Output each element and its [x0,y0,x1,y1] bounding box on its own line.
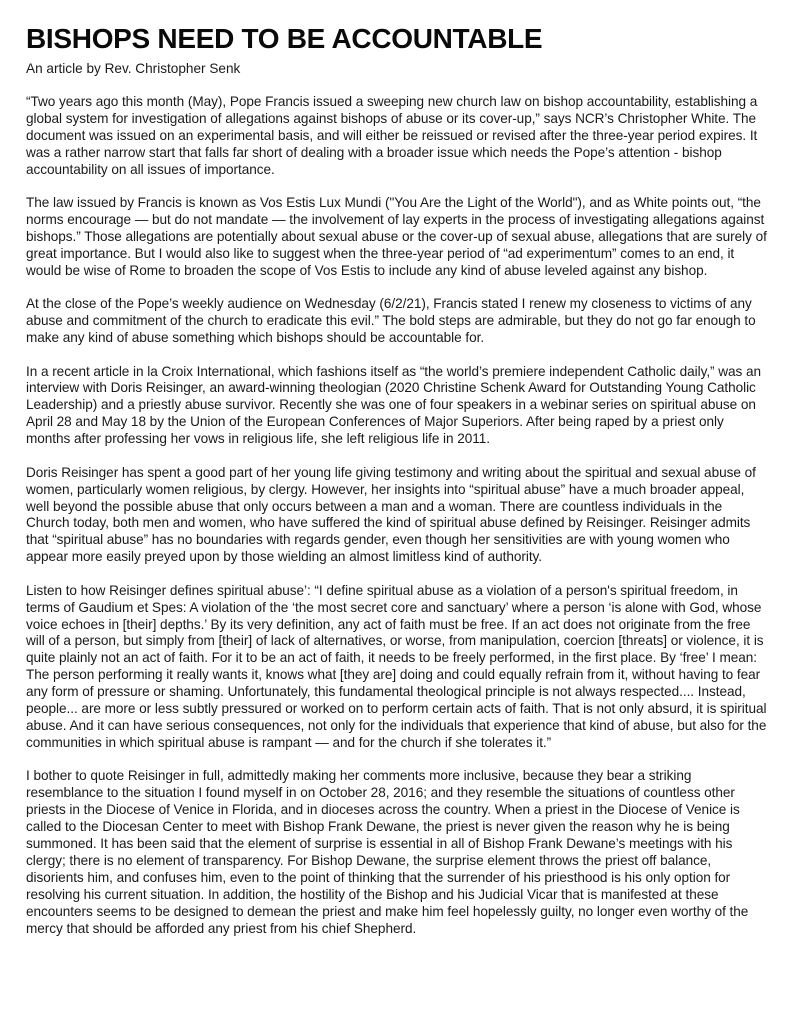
paragraph-6: Listen to how Reisinger defines spiritual abuse’: “I define spiritual abuse as a violation of a person's spiritual freedom, in terms of Gaudium et Spes: A violation of the ‘the most secret core and sanctuary’ where a person ‘is alone with God, whose voice echoes in [their] depths.’ By its very definition, any act of faith must be free. If an act does not originate from the free will of a person, but simply from [their] of lack of alternatives, or worse, from manipulation, coercion [threats] or violence, it is quite plainly not an act of faith. For it to be an act of faith, it needs to be freely performed, in the first place. By ‘free’ I mean: The person performing it really wants it, knows what [they are] doing and could equally refrain from it, without having to fear any form of pressure or shaming. Unfortunately, this fundamental theological principle is not always respected.... Instead, people... are more or less subtly pressured or worked on to perform certain acts of faith. That is not only absurd, it is spiritual abuse. And it can have serious consequences, not only for the individuals that experience that kind of abuse, but also for the communities in which spiritual abuse is rampant — and for the church if she tolerates it.” [26,582,767,750]
article-title: BISHOPS NEED TO BE ACCOUNTABLE [26,23,543,54]
article-body [26,94,768,937]
article [26,22,768,954]
paragraph-3: At the close of the Pope’s weekly audience on Wednesday (6/2/21), Francis stated I renew my closeness to victims of any abuse and commitment of the church to eradicate this evil.” The bold steps are admirable, but they do not go far enough to make any kind of abuse something which bishops should be accountable for. [26,296,756,346]
paragraph-2: The law issued by Francis is known as Vos Estis Lux Mundi ("You Are the Light of the World"), and as White points out, “the norms encourage — but do not mandate — the involvement of lay experts in the process of investigating allegations against bishops.” Those allegations are potentially about sexual abuse or the cover-up of sexual abuse, allegations that are surely of great importance. But I would also like to suggest when the three-year period of “ad experimentum” comes to an end, it would be wise of Rome to broaden the scope of Vos Estis to include any kind of abuse leveled against any bishop. [26,195,767,278]
article-byline: An article by Rev. Christopher Senk [26,61,241,76]
paragraph-7: I bother to quote Reisinger in full, admittedly making her comments more inclusive, because they bear a striking resemblance to the situation I found myself in on October 28, 2016; and they resemble the situations of countless other priests in the Diocese of Venice in Florida, and in dioceses across the country. When a priest in the Diocese of Venice is called to the Diocesan Center to meet with Bishop Frank Dewane, the priest is never given the reason why he is being summoned. It has been said that the element of surprise is essential in all of Bishop Frank Dewane’s meetings with his clergy; there is no element of transparency. For Bishop Dewane, the surprise element throws the priest off balance, disorients him, and confuses him, even to the point of thinking that the surrender of his priesthood is his only option for resolving his current situation. In addition, the hostility of the Bishop and his Judicial Vicar that is manifested at these encounters seems to be designed to demean the priest and make him feel hopelessly guilty, no longer even worthy of the mercy that should be afforded any priest from his chief Shepherd. [26,768,749,936]
paragraph-5: Doris Reisinger has spent a good part of her young life giving testimony and writing about the spiritual and sexual abuse of women, particularly women religious, by clergy. However, her insights into “spiritual abuse” have a much broader appeal, well beyond the possible abuse that only occurs between a man and a woman. There are countless individuals in the Church today, both men and women, who have suffered the kind of spiritual abuse defined by Reisinger. Reisinger admits that “spiritual abuse” has no boundaries with regards gender, even though her sensitivities are with young women who appear more easily preyed upon by those wielding an almost limitless kind of authority. [26,464,756,565]
paragraph-1: “Two years ago this month (May), Pope Francis issued a sweeping new church law on bishop accountability, establishing a global system for investigation of allegations against bishops of abuse or its cover-up,” says NCR’s Christopher White. The document was issued on an experimental basis, and will either be reissued or revised after the three-year period expires. It was a rather narrow start that falls far short of dealing with a broader issue which needs the Pope’s attention - bishop accountability on all issues of importance. [26,94,758,177]
paragraph-4: In a recent article in la Croix International, which fashions itself as “the world’s premiere independent Catholic daily,” was an interview with Doris Reisinger, an award-winning theologian (2020 Christine Schenk Award for Outstanding Young Catholic Leadership) and a priestly abuse survivor. Recently she was one of four speakers in a webinar series on spiritual abuse on April 28 and May 18 by the Union of the European Conferences of Major Superiors. After being raped by a priest only months after professing her vows in religious life, she left religious life in 2011. [26,363,762,447]
